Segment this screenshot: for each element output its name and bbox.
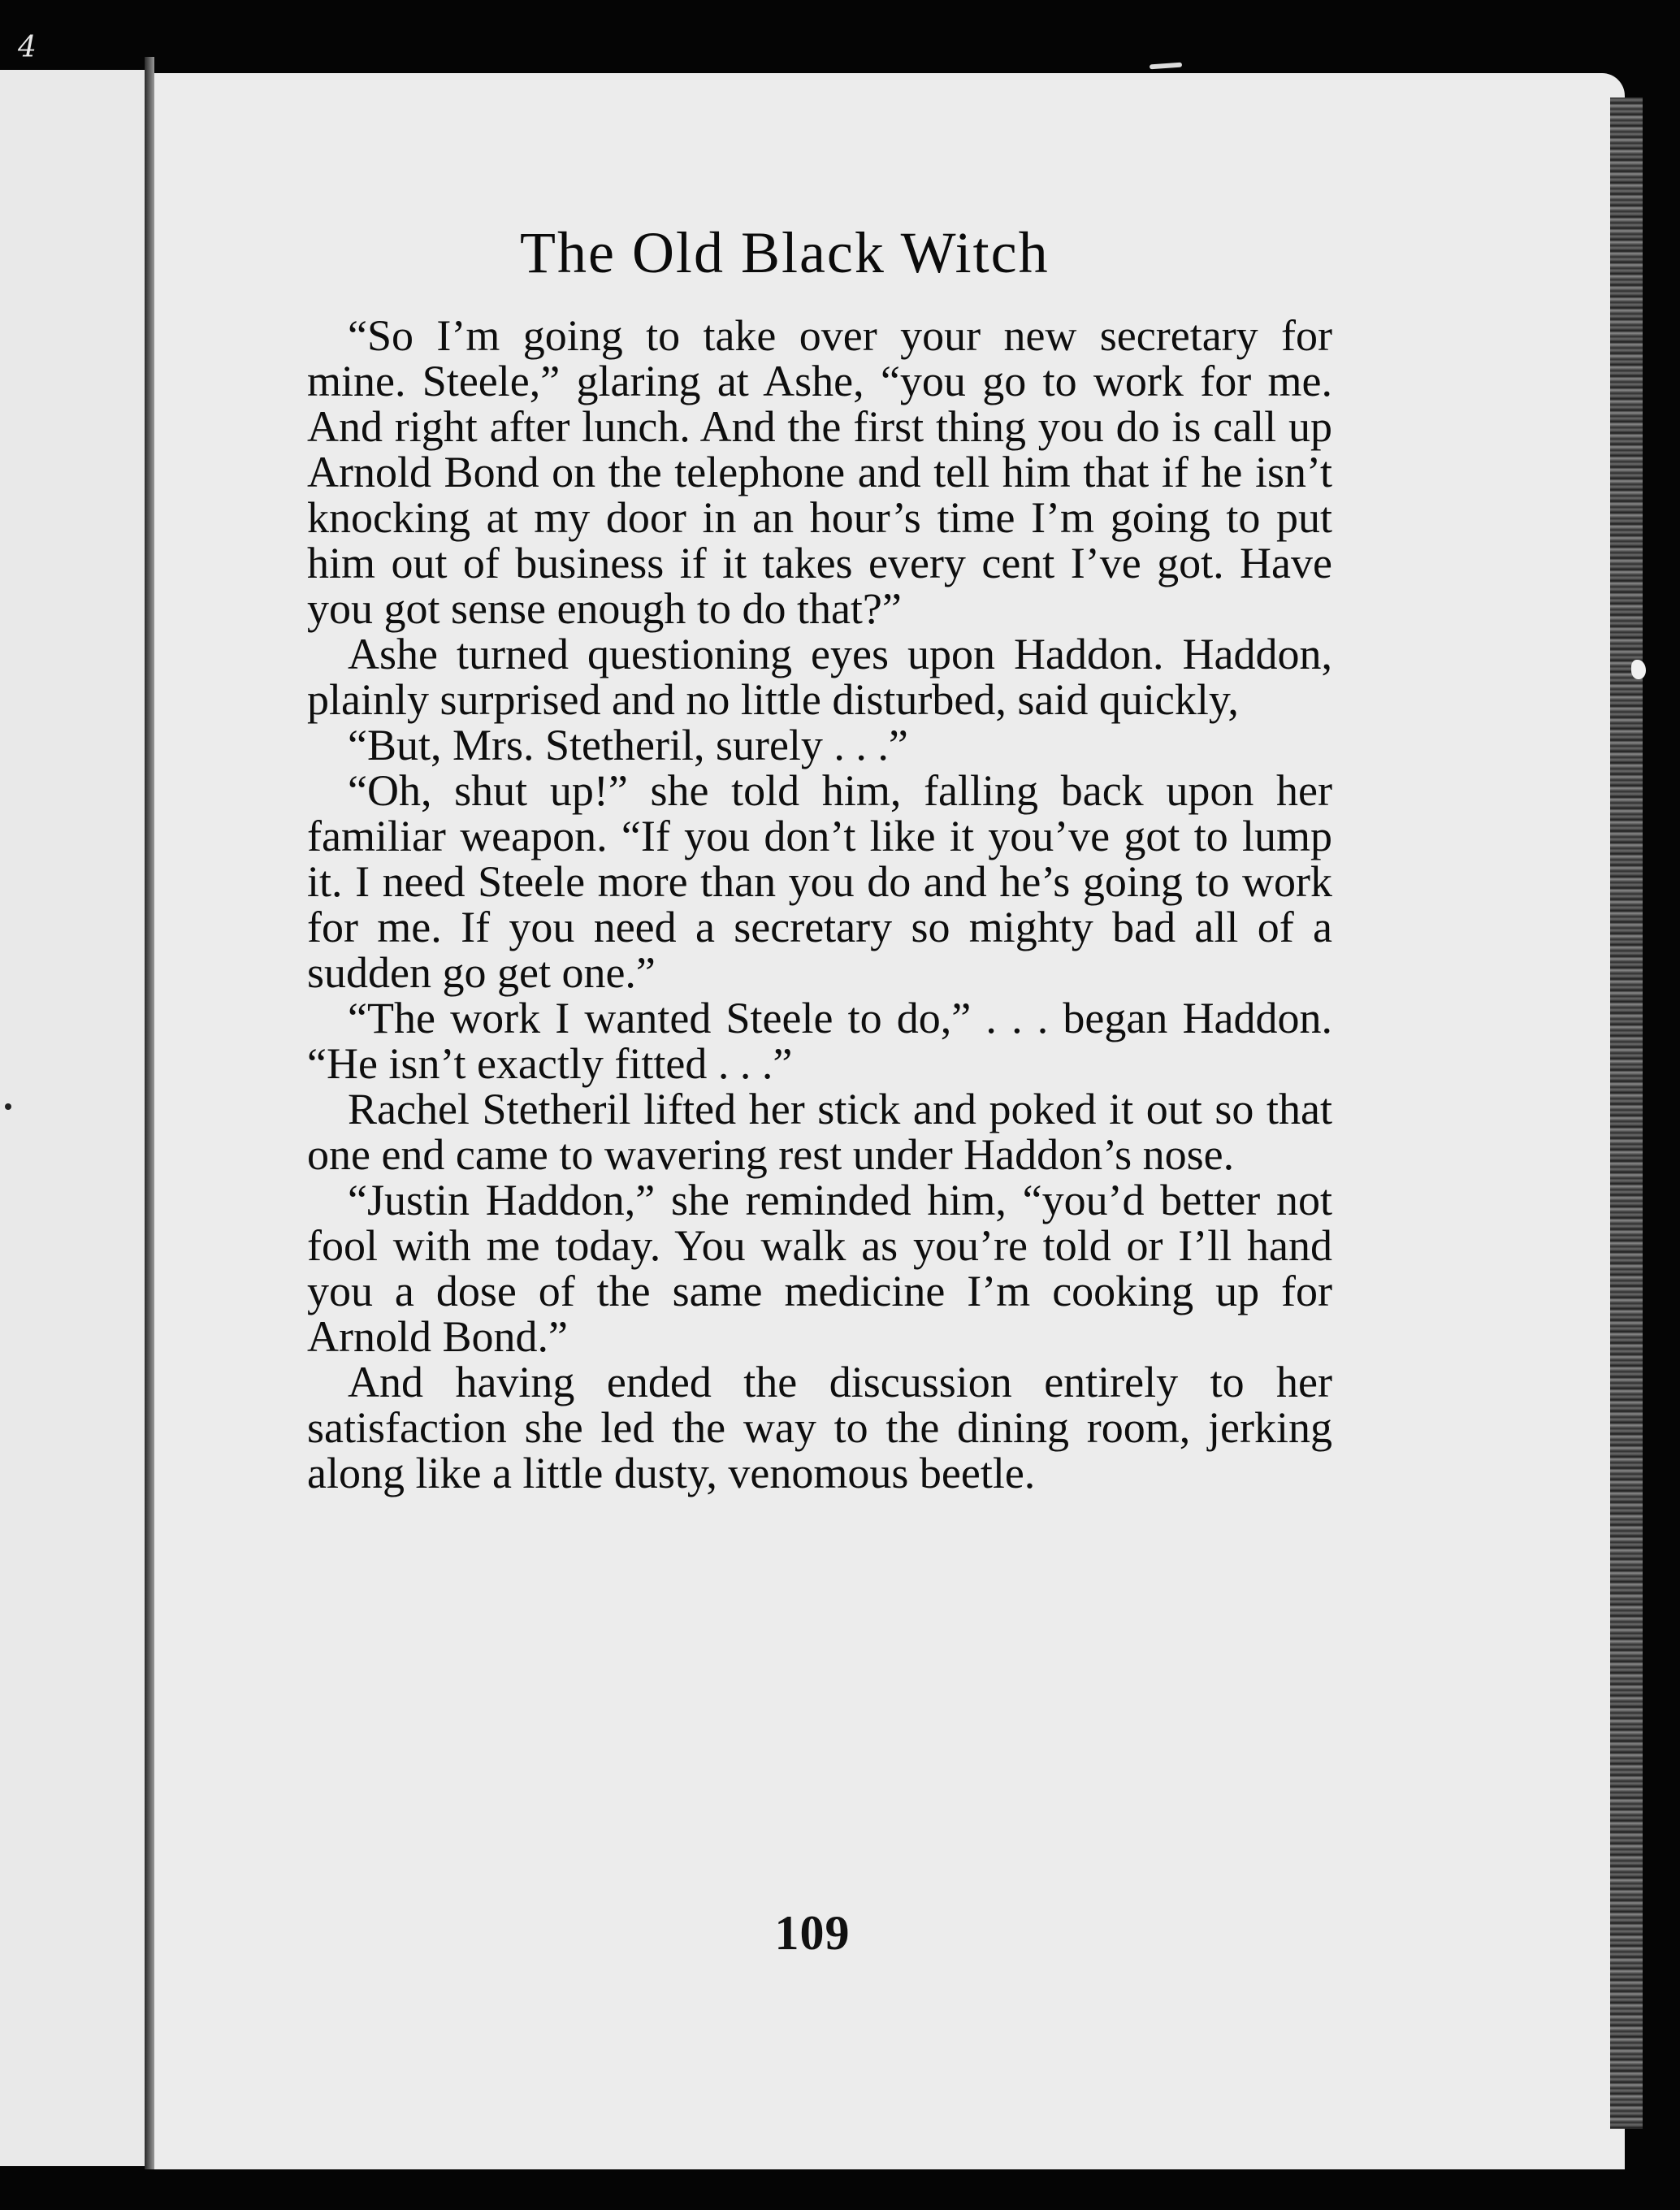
running-head: The Old Black Witch — [520, 220, 1050, 285]
paragraph: “The work I wanted Steele to do,” . . . began Haddon. “He isn’t exactly fitted . . .” — [307, 994, 1332, 1088]
corner-mark: 4 — [18, 31, 37, 64]
paragraph: “So I’m going to take over your new secretary for mine. Steele,” glaring at Ashe, “you go to work for me. And right after lunch. And the first thing you do is call up Arnold Bond on the telephone and tell him that if he isn’t knocking at my door in an hour’s time I’m going to put him out of business if it takes every cent I’ve got. Have you got sense enough to do that?” — [307, 311, 1332, 633]
paragraph: Ashe turned questioning eyes upon Haddon. Haddon, plainly surprised and no little disturbed, said quickly, — [307, 630, 1332, 724]
paragraph: Rachel Stetheril lifted her stick and poked it out so that one end came to wavering rest under Haddon’s nose. — [307, 1085, 1332, 1179]
scan-speck — [5, 1103, 11, 1110]
book-gutter — [145, 57, 154, 2169]
paragraph: And having ended the discussion entirely to her satisfaction she led the way to the dining room, jerking along like a little dusty, venomous beetle. — [307, 1358, 1332, 1497]
page-number: 109 — [774, 1906, 851, 1960]
scan-speck — [1631, 660, 1646, 679]
paragraph: “Oh, shut up!” she told him, falling back upon her familiar weapon. “If you don’t like it you’ve got to lump it. I need Steele more than you do and he’s going to work for me. If you need a secretary so mighty bad all of a sudden go get one.” — [307, 766, 1332, 997]
left-page-edge — [0, 70, 145, 2166]
paragraph: “But, Mrs. Stetheril, surely . . .” — [348, 721, 908, 769]
page-edge — [1610, 98, 1643, 2129]
paragraph: “Justin Haddon,” she reminded him, “you’d better not fool with me today. You walk as you’re told or I’ll hand you a dose of the same medicine I’m cooking up for Arnold Bond.” — [307, 1176, 1332, 1361]
scan-speck — [1150, 63, 1182, 70]
body-text — [307, 313, 1332, 1496]
